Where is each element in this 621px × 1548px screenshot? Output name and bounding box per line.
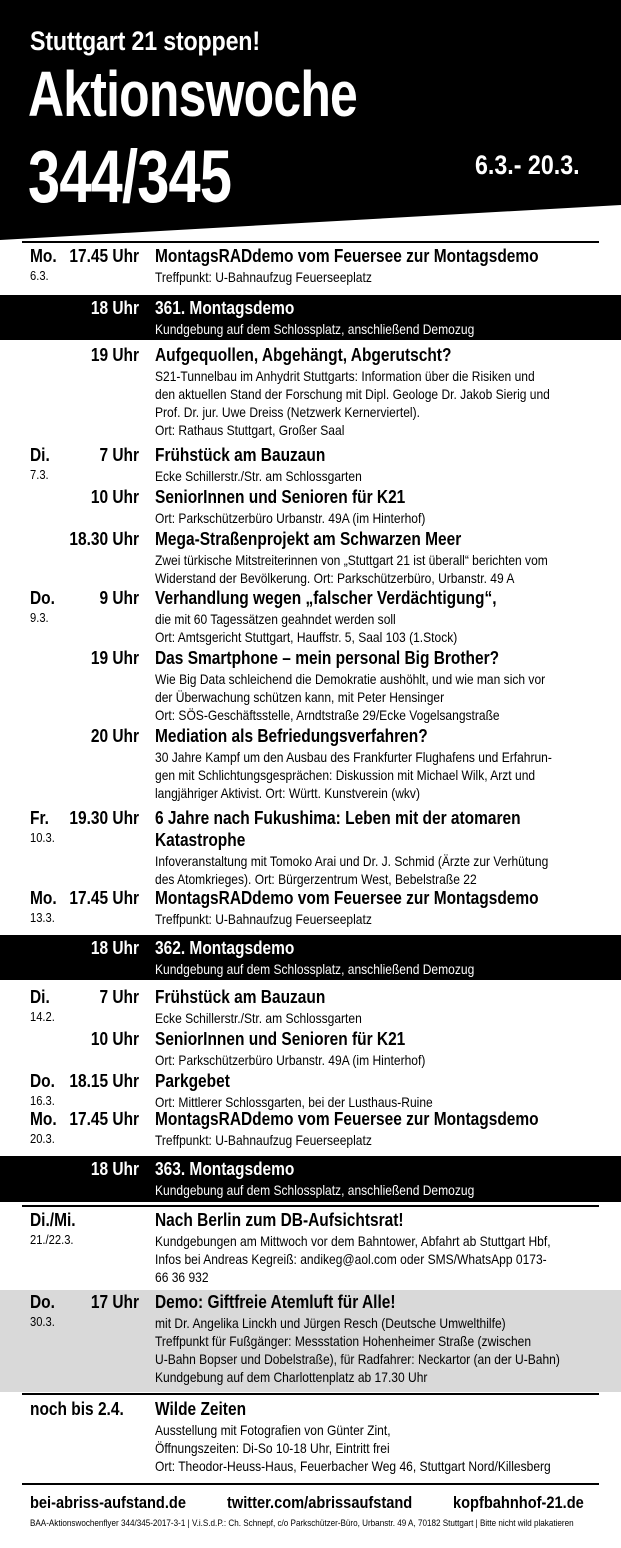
event-description — [155, 670, 585, 724]
event-description — [155, 1421, 585, 1475]
section-divider — [22, 241, 599, 243]
event-time: 7 Uhr — [99, 445, 139, 465]
header-title: Aktionswoche — [28, 58, 358, 130]
event-time: 17.45 Uhr — [69, 888, 139, 908]
event-row — [0, 443, 621, 485]
event-time: 19.30 Uhr — [69, 808, 139, 828]
event-title: Nach Berlin zum DB-Aufsichtsrat! — [155, 1210, 404, 1230]
event-description-line: langjähriger Aktivist. Ort: Württ. Kunstverein (wkv) — [155, 785, 420, 801]
event-description — [155, 1131, 585, 1149]
event-description-line: Öffnungszeiten: Di-So 10-18 Uhr, Eintritt frei — [155, 1440, 390, 1456]
event-description-line: Ort: Theodor-Heuss-Haus, Feuerbacher Weg 46, Stuttgart Nord/Killesberg — [155, 1458, 551, 1474]
event-time: 17.45 Uhr — [69, 246, 139, 266]
event-row — [0, 1069, 621, 1110]
event-title: Verhandlung wegen „falscher Verdächtigung“, — [155, 588, 497, 608]
event-day: Di. — [30, 445, 50, 465]
event-date: 7.3. — [30, 467, 49, 482]
event-description-line: Ausstellung mit Fotografien von Günter Zint, — [155, 1422, 391, 1438]
event-description — [155, 509, 585, 527]
event-time: 10 Uhr — [90, 1029, 139, 1049]
event-time: 18.15 Uhr — [69, 1071, 139, 1091]
event-description — [155, 910, 585, 928]
event-time: 18.30 Uhr — [69, 529, 139, 549]
event-description-line: Infoveranstaltung mit Tomoko Arai und Dr. J. Schmid (Ärzte zur Verhütung — [155, 853, 549, 869]
event-day: Di./Mi. — [30, 1210, 76, 1230]
event-description-line: den aktuellen Stand der Forschung mit Dipl. Geologe Dr. Jakob Sierig und — [155, 386, 550, 402]
event-time: 19 Uhr — [90, 345, 139, 365]
event-description-line: S21-Tunnelbau im Anhydrit Stuttgarts: Information über die Risiken und — [155, 368, 535, 384]
event-day: Fr. — [30, 808, 49, 828]
header-banner — [0, 0, 621, 240]
event-description-line: Treffpunkt für Fußgänger: Messstation Hohenheimer Straße (zwischen — [155, 1333, 532, 1349]
event-description-line: Ecke Schillerstr./Str. am Schlossgarten — [155, 1010, 362, 1026]
event-title: SeniorInnen und Senioren für K21 — [155, 487, 406, 507]
event-day: Mo. — [30, 888, 57, 908]
event-date: 14.2. — [30, 1009, 55, 1024]
event-description-line: der Überwachung schützen kann, mit Peter Hensinger — [155, 689, 445, 705]
event-row — [0, 935, 621, 980]
event-description-line: Ort: Rathaus Stuttgart, Großer Saal — [155, 422, 345, 438]
event-description — [155, 367, 585, 439]
footer-link-website[interactable]: bei-abriss-aufstand.de — [30, 1493, 186, 1512]
event-description-line: Prof. Dr. jur. Uwe Dreiss (Netzwerk Kernerviertel). — [155, 404, 420, 420]
event-description — [155, 467, 585, 485]
event-title: MontagsRADdemo vom Feuersee zur Montagsdemo — [155, 1109, 539, 1129]
header-dates: 6.3.- 20.3. — [475, 150, 580, 180]
footer-link-twitter[interactable]: twitter.com/abrissaufstand — [227, 1493, 413, 1512]
event-description — [155, 1181, 585, 1199]
event-date: 20.3. — [30, 1131, 55, 1146]
event-day: Do. — [30, 588, 55, 608]
event-day: Di. — [30, 987, 50, 1007]
event-date: 21./22.3. — [30, 1232, 74, 1247]
event-description — [155, 1051, 585, 1069]
event-row — [0, 244, 621, 290]
event-title: SeniorInnen und Senioren für K21 — [155, 1029, 406, 1049]
event-description-line: Widerstand der Bevölkerung. Ort: Parkschützerbüro, Urbanstr. 49 A — [155, 570, 515, 586]
imprint-text: BAA-Aktionswochenflyer 344/345-2017-3-1 | V.i.S.d.P.: Ch. Schnepf, c/o Parkschützer-Büro, Urbanstr. 49 A, 70182 Stuttgart | Bitte nicht wild plakatieren — [30, 1518, 574, 1528]
event-title: MontagsRADdemo vom Feuersee zur Montagsdemo — [155, 888, 539, 908]
event-row — [0, 806, 621, 886]
event-title: Frühstück am Bauzaun — [155, 987, 326, 1007]
event-description — [155, 1232, 585, 1286]
event-time: 18 Uhr — [90, 298, 139, 318]
event-time: 7 Uhr — [99, 987, 139, 1007]
event-description-line: 30 Jahre Kampf um den Ausbau des Frankfurter Flughafens und Erfahrun- — [155, 749, 552, 765]
event-description-line: mit Dr. Angelika Linckh und Jürgen Resch (Deutsche Umwelthilfe) — [155, 1315, 506, 1331]
event-time: 10 Uhr — [90, 487, 139, 507]
event-description-line: Kundgebung auf dem Schlossplatz, anschließend Demozug — [155, 1182, 475, 1198]
event-day: Mo. — [30, 246, 57, 266]
event-description-line: Infos bei Andreas Kegreiß: andikeg@aol.com oder SMS/WhatsApp 0173- — [155, 1251, 547, 1267]
event-description-line: Zwei türkische Mitstreiterinnen von „Stuttgart 21 ist überall“ berichten vom — [155, 552, 548, 568]
event-day: Mo. — [30, 1109, 57, 1129]
event-row — [0, 1290, 621, 1392]
event-title: Das Smartphone – mein personal Big Brother? — [155, 648, 500, 668]
event-description — [155, 1314, 585, 1386]
event-description-line: Treffpunkt: U-Bahnaufzug Feuerseeplatz — [155, 911, 372, 927]
section-divider — [22, 1205, 599, 1207]
event-description-line: Kundgebungen am Mittwoch vor dem Bahntower, Abfahrt ab Stuttgart Hbf, — [155, 1233, 551, 1249]
section-divider — [22, 1393, 599, 1395]
event-description-line: Ort: Parkschützerbüro Urbanstr. 49A (im Hinterhof) — [155, 510, 426, 526]
event-row — [0, 1107, 621, 1151]
event-day: Do. — [30, 1292, 55, 1312]
event-description — [155, 268, 585, 286]
event-title: Wilde Zeiten — [155, 1399, 247, 1419]
event-description — [155, 1009, 585, 1027]
event-title: Frühstück am Bauzaun — [155, 445, 326, 465]
event-date: 9.3. — [30, 610, 49, 625]
event-description-line: Treffpunkt: U-Bahnaufzug Feuerseeplatz — [155, 269, 372, 285]
event-description-line: Ecke Schillerstr./Str. am Schlossgarten — [155, 468, 362, 484]
event-row — [0, 1027, 621, 1069]
event-description — [155, 960, 585, 978]
event-title: Demo: Giftfreie Atemluft für Alle! — [155, 1292, 396, 1312]
event-title: 362. Montagsdemo — [155, 938, 295, 958]
event-day: Do. — [30, 1071, 55, 1091]
event-description-line: des Atomkrieges). Ort: Bürgerzentrum West, Bebelstraße 22 — [155, 871, 477, 887]
event-title: 363. Montagsdemo — [155, 1159, 295, 1179]
event-description-line: Ort: Parkschützerbüro Urbanstr. 49A (im Hinterhof) — [155, 1052, 426, 1068]
event-title-continued: Katastrophe — [155, 830, 246, 850]
header-subtitle: Stuttgart 21 stoppen! — [30, 26, 260, 56]
event-description-line: Ort: SÖS-Geschäftsstelle, Arndtstraße 29/Ecke Vogelsangstraße — [155, 707, 500, 723]
event-description — [155, 320, 585, 338]
event-title: Parkgebet — [155, 1071, 230, 1091]
event-time: 18 Uhr — [90, 1159, 139, 1179]
event-title: Mega-Straßenprojekt am Schwarzen Meer — [155, 529, 462, 549]
event-description-line: Ort: Amtsgericht Stuttgart, Hauffstr. 5, Saal 103 (1.Stock) — [155, 629, 458, 645]
footer-link-kopfbahnhof[interactable]: kopfbahnhof-21.de — [453, 1493, 584, 1512]
event-row — [0, 485, 621, 527]
event-row — [0, 724, 621, 806]
event-description-line: Kundgebung auf dem Schlossplatz, anschließend Demozug — [155, 961, 475, 977]
event-description-line: U-Bahn Bopser und Dobelstraße), für Radfahrer: Neckartor (an der U-Bahn) — [155, 1351, 560, 1367]
event-date: 10.3. — [30, 830, 55, 845]
event-date: 16.3. — [30, 1093, 55, 1108]
event-time: 17.45 Uhr — [69, 1109, 139, 1129]
event-title: Aufgequollen, Abgehängt, Abgerutscht? — [155, 345, 452, 365]
event-date: 6.3. — [30, 268, 49, 283]
event-description-line: Wie Big Data schleichend die Demokratie aushöhlt, und wie man sich vor — [155, 671, 546, 687]
event-row — [0, 527, 621, 586]
event-description-line: die mit 60 Tagessätzen geahndet werden soll — [155, 611, 396, 627]
event-row — [0, 886, 621, 930]
event-row — [0, 343, 621, 441]
event-row — [0, 646, 621, 724]
event-description — [155, 551, 585, 587]
header-number: 344/345 — [28, 135, 232, 218]
event-description — [155, 610, 585, 646]
event-description — [155, 748, 585, 802]
event-time: 17 Uhr — [90, 1292, 139, 1312]
event-time: 18 Uhr — [90, 938, 139, 958]
event-description-line: Kundgebung auf dem Charlottenplatz ab 17.30 Uhr — [155, 1369, 428, 1385]
event-row — [0, 1397, 621, 1481]
footer-divider — [22, 1483, 599, 1485]
event-date: 30.3. — [30, 1314, 55, 1329]
event-time: 9 Uhr — [99, 588, 139, 608]
event-row — [0, 295, 621, 340]
event-row — [0, 985, 621, 1027]
event-description-line: gen mit Schlichtungsgesprächen: Diskussion mit Michael Wilk, Arzt und — [155, 767, 536, 783]
event-row — [0, 586, 621, 646]
event-description-line: 66 36 932 — [155, 1269, 209, 1285]
event-title: 361. Montagsdemo — [155, 298, 295, 318]
event-description-line: Treffpunkt: U-Bahnaufzug Feuerseeplatz — [155, 1132, 372, 1148]
event-day: noch bis 2.4. — [30, 1399, 124, 1419]
event-row — [0, 1208, 621, 1290]
event-title: MontagsRADdemo vom Feuersee zur Montagsdemo — [155, 246, 539, 266]
event-row — [0, 1156, 621, 1202]
event-description — [155, 852, 585, 888]
event-time: 19 Uhr — [90, 648, 139, 668]
event-title: 6 Jahre nach Fukushima: Leben mit der atomaren — [155, 808, 521, 828]
event-date: 13.3. — [30, 910, 55, 925]
event-description-line: Ort: Mittlerer Schlossgarten, bei der Lusthaus-Ruine — [155, 1094, 433, 1110]
event-time: 20 Uhr — [90, 726, 139, 746]
event-title: Mediation als Befriedungsverfahren? — [155, 726, 428, 746]
event-description-line: Kundgebung auf dem Schlossplatz, anschließend Demozug — [155, 321, 475, 337]
